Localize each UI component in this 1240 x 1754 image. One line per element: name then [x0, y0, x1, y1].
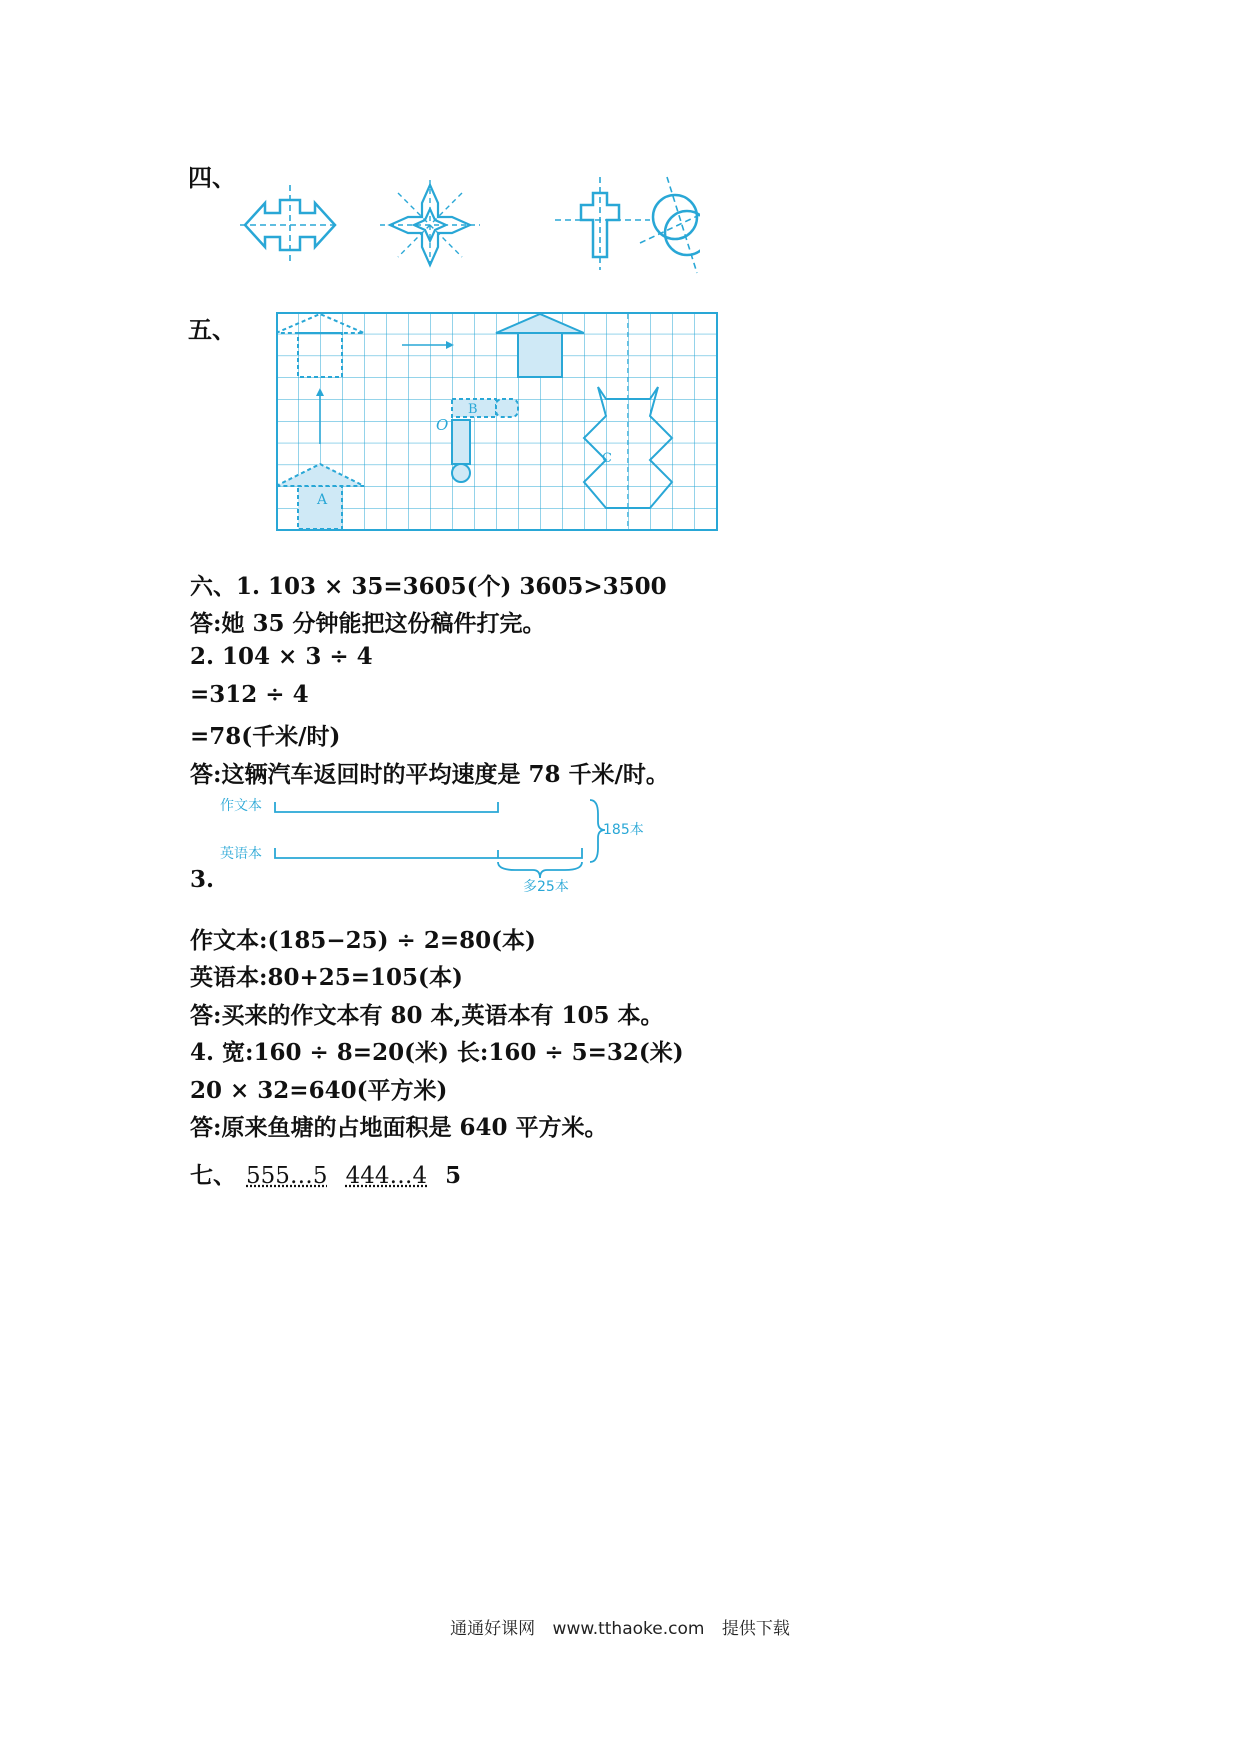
- footer: [0, 1614, 1240, 1639]
- footer-site: 通通好课网: [450, 1619, 536, 1639]
- label-o: O: [436, 416, 449, 434]
- segment-diagram: [215, 792, 675, 892]
- diagram-row2-label: 英语本: [220, 846, 262, 862]
- s6-line-9: 答:买来的作文本有 80 本,英语本有 105 本。: [190, 1002, 664, 1029]
- diagram-total: 185本: [603, 822, 644, 838]
- label-b: B: [468, 402, 478, 417]
- figure-4-circles: [640, 177, 700, 273]
- figure-1-cross-arrows: [240, 185, 340, 265]
- s6-line-6: 答:这辆汽车返回时的平均速度是 78 千米/时。: [190, 761, 669, 788]
- diagram-diff: 多25本: [523, 879, 569, 892]
- s6-line-1: 六、1. 103 × 35=3605(个) 3605>3500: [190, 573, 667, 600]
- section-7: [190, 1157, 461, 1190]
- diagram-row1-label: 作文本: [220, 798, 262, 814]
- s6-line-4: =312 ÷ 4: [190, 681, 309, 708]
- row1-segment: [275, 802, 498, 812]
- s6-line-12: 答:原来鱼塘的占地面积是 640 平方米。: [190, 1114, 608, 1141]
- s6-line-11: 20 × 32=640(平方米): [190, 1077, 448, 1104]
- s6-line-7: 作文本:(185−25) ÷ 2=80(本): [190, 927, 536, 954]
- symmetry-figures: [240, 175, 700, 275]
- figure-2-star: [380, 180, 480, 270]
- section-4-label: 四、: [188, 164, 236, 192]
- figure-3-plus: [555, 177, 650, 270]
- footer-suffix: 提供下载: [721, 1619, 790, 1639]
- answer-1: 555…5: [246, 1163, 328, 1189]
- s6-line-5: =78(千米/时): [190, 723, 341, 750]
- row2-segment: [275, 848, 582, 858]
- answer-3: 5: [445, 1162, 462, 1189]
- s6-q3-label: 3.: [190, 866, 215, 893]
- label-c: C: [602, 451, 612, 466]
- s6-line-8: 英语本:80+25=105(本): [190, 964, 463, 991]
- s6-line-2: 答:她 35 分钟能把这份稿件打完。: [190, 610, 546, 637]
- transformation-grid: [276, 312, 720, 532]
- diff-brace: [498, 862, 582, 878]
- section-7-label: 七、: [190, 1162, 236, 1189]
- footer-url[interactable]: www.tthaoke.com: [552, 1619, 705, 1639]
- answer-2: 444…4: [345, 1163, 428, 1189]
- label-a: A: [317, 492, 328, 508]
- s6-line-10: 4. 宽:160 ÷ 8=20(米) 长:160 ÷ 5=32(米): [190, 1039, 684, 1066]
- section-5-label: 五、: [188, 316, 236, 344]
- s6-line-3: 2. 104 × 3 ÷ 4: [190, 643, 373, 670]
